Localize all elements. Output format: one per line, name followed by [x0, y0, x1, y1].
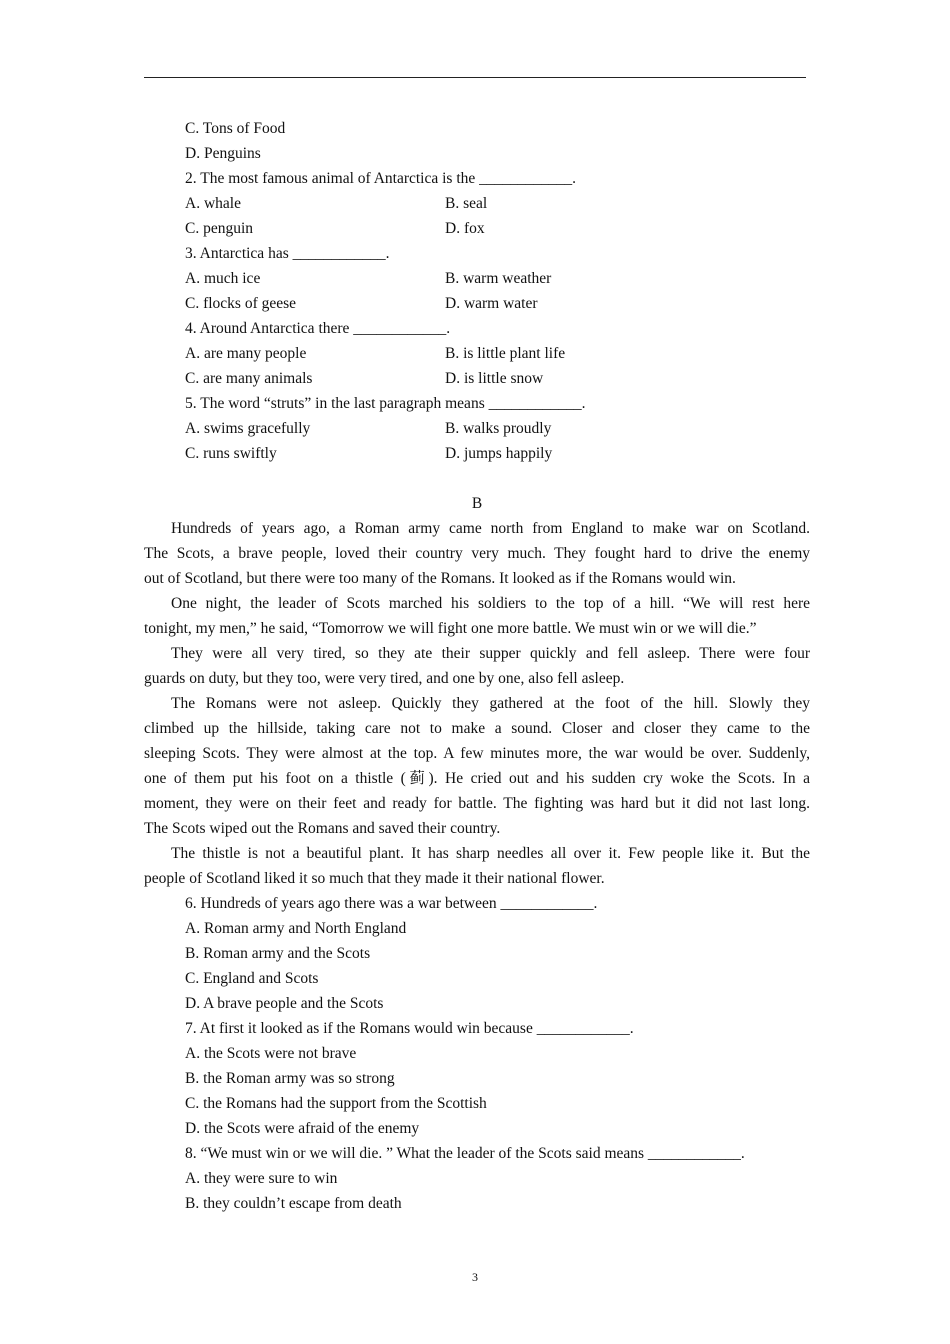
answer-option: A. swims gracefully: [185, 420, 311, 437]
paragraph-line: The Scots wiped out the Romans and saved their country.: [144, 820, 501, 837]
answer-option: B. seal: [445, 195, 488, 212]
answer-option: B. the Roman army was so strong: [185, 1070, 395, 1087]
answer-option: D. fox: [445, 220, 485, 237]
answer-option: A. whale: [185, 195, 241, 212]
question-stem: 6. Hundreds of years ago there was a war between ____________.: [185, 895, 598, 912]
answer-option: D. warm water: [445, 295, 538, 312]
question-stem: 5. The word “struts” in the last paragraph means ____________.: [185, 395, 586, 412]
question-stem: 3. Antarctica has ____________.: [185, 245, 390, 262]
paragraph-line: sleeping Scots. They were almost at the top. A few minutes more, the war would be over. Suddenly,: [144, 745, 810, 762]
paragraph-line: The thistle is not a beautiful plant. It has sharp needles all over it. Few people like it. But the: [171, 845, 810, 862]
answer-option: B. warm weather: [445, 270, 552, 287]
answer-option: D. the Scots were afraid of the enemy: [185, 1120, 420, 1137]
answer-option: A. the Scots were not brave: [185, 1045, 357, 1062]
answer-option: C. penguin: [185, 220, 254, 237]
answer-option: B. walks proudly: [445, 420, 552, 437]
paragraph-line: The Romans were not asleep. Quickly they gathered at the foot of the hill. Slowly they: [171, 695, 810, 712]
option-row: [144, 216, 810, 241]
answer-option: D. is little snow: [445, 370, 544, 387]
answer-option: C. flocks of geese: [185, 295, 297, 312]
answer-option: C. England and Scots: [185, 970, 319, 987]
page-number: 3: [472, 1270, 478, 1284]
answer-option: C. Tons of Food: [185, 120, 286, 137]
answer-option: C. runs swiftly: [185, 445, 277, 462]
option-row: [144, 266, 810, 291]
section-title: B: [471, 495, 483, 512]
option-row: [144, 416, 810, 441]
paragraph-line: Hundreds of years ago, a Roman army came north from England to make war on Scotland.: [171, 520, 810, 537]
answer-option: D. Penguins: [185, 145, 261, 162]
answer-option: B. Roman army and the Scots: [185, 945, 371, 962]
option-row: [144, 341, 810, 366]
answer-option: A. much ice: [185, 270, 261, 287]
paragraph-line: moment, they were on their feet and ready for battle. The fighting was hard but it did not last long.: [144, 795, 810, 812]
question-stem: 7. At first it looked as if the Romans would win because ____________.: [185, 1020, 634, 1037]
answer-option: A. are many people: [185, 345, 307, 362]
answer-option: D. A brave people and the Scots: [185, 995, 384, 1012]
answer-option: C. the Romans had the support from the Scottish: [185, 1095, 487, 1112]
answer-option: C. are many animals: [185, 370, 313, 387]
header-rule: [144, 77, 806, 78]
paragraph-line: guards on duty, but they too, were very tired, and one by one, also fell asleep.: [144, 670, 625, 687]
option-row: [144, 441, 810, 466]
answer-option: D. jumps happily: [445, 445, 553, 462]
option-row: [144, 291, 810, 316]
paragraph-line: tonight, my men,” he said, “Tomorrow we will fight one more battle. We must win or we will die.”: [144, 620, 757, 637]
paragraph-line: They were all very tired, so they ate their supper quickly and fell asleep. There were four: [171, 645, 810, 662]
answer-option: B. is little plant life: [445, 345, 566, 362]
answer-option: B. they couldn’t escape from death: [185, 1195, 402, 1212]
paragraph-line: One night, the leader of Scots marched his soldiers to the top of a hill. “We will rest here: [171, 595, 810, 612]
paragraph-line: people of Scotland liked it so much that they made it their national flower.: [144, 870, 605, 887]
answer-option: A. Roman army and North England: [185, 920, 407, 937]
option-row: [144, 191, 810, 216]
question-stem: 4. Around Antarctica there ____________.: [185, 320, 451, 337]
paragraph-line: The Scots, a brave people, loved their country very much. They fought hard to drive the enemy: [144, 545, 810, 562]
option-row: [144, 366, 810, 391]
answer-option: A. they were sure to win: [185, 1170, 338, 1187]
paragraph-line: one of them put his foot on a thistle (蓟). He cried out and his sudden cry woke the Scots. In a: [144, 770, 810, 787]
question-stem: 8. “We must win or we will die. ” What the leader of the Scots said means ____________.: [185, 1145, 745, 1162]
paragraph-line: out of Scotland, but there were too many of the Romans. It looked as if the Romans would win.: [144, 570, 736, 587]
paragraph-line: climbed up the hillside, taking care not to make a sound. Closer and closer they came to the: [144, 720, 810, 737]
question-stem: 2. The most famous animal of Antarctica is the ____________.: [185, 170, 577, 187]
spacer: [144, 466, 810, 491]
page-content: [144, 116, 810, 1216]
